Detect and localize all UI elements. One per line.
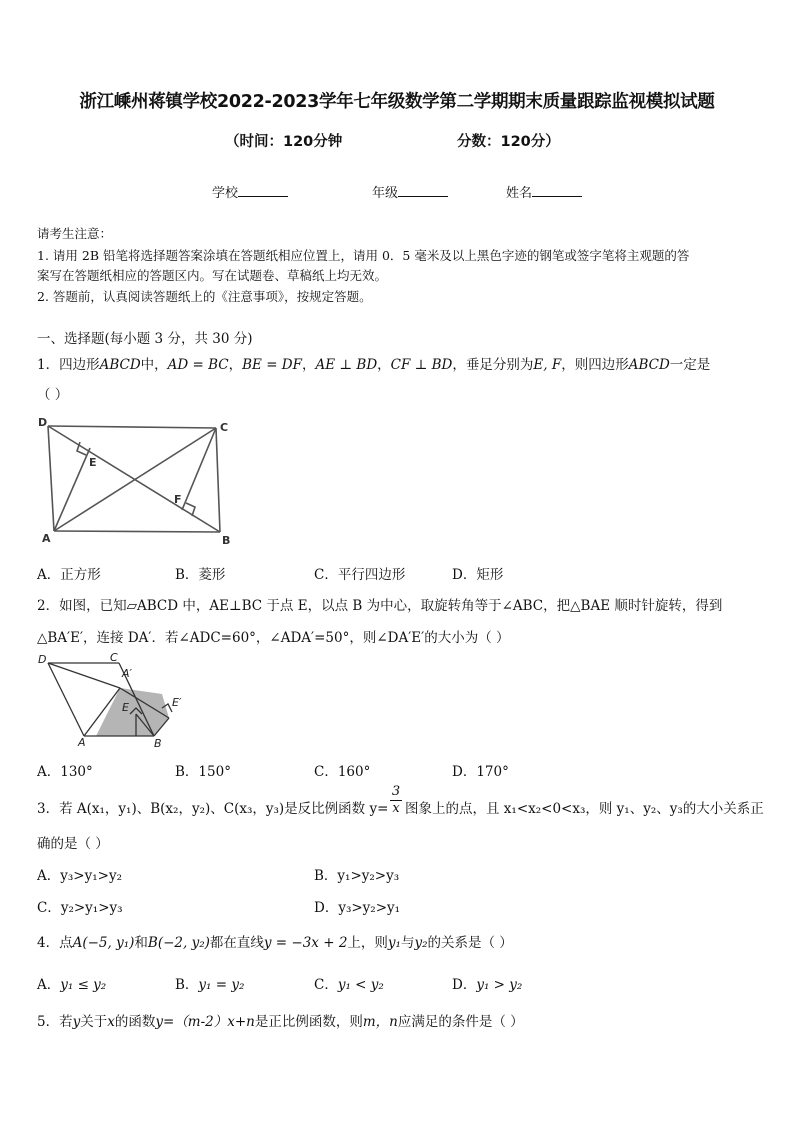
q2-option-a[interactable]: A．130° [37, 764, 93, 780]
q4-option-b[interactable]: B．y₁ = y₂ [175, 977, 245, 993]
q1-label-C: C [220, 421, 229, 434]
q1-figure [34, 414, 238, 550]
q1-option-c[interactable]: C．平行四边形 [314, 567, 406, 583]
q1-option-a[interactable]: A．正方形 [37, 567, 101, 583]
q2-label-E: E [122, 701, 129, 714]
name-label: 姓名 [506, 186, 533, 201]
q3-option-a[interactable]: A．y₃>y₁>y₂ [37, 868, 122, 884]
q3-option-b[interactable]: B．y₁>y₂>y₃ [314, 868, 400, 884]
q2-label-E-prime: E′ [172, 696, 182, 709]
q2-label-B: B [154, 737, 162, 750]
q3-numerator: 3 [391, 784, 401, 799]
q2-label-C: C [110, 651, 118, 664]
q2-label-A-prime: A′ [122, 667, 133, 680]
q3-stem-a: 3．若 A(x₁，y₁)、B(x₂，y₂)、C(x₃，y₃)是反比例函数 y= [37, 801, 389, 817]
q4-option-d[interactable]: D．y₁ > y₂ [452, 977, 523, 993]
q3-denominator: x [390, 800, 402, 816]
section-heading: 一、选择题(每小题 3 分，共 30 分) [37, 331, 253, 347]
q1-option-b[interactable]: B．菱形 [175, 567, 226, 583]
q4-stem: 4．点A(−5, y₁)和B(−2, y₂)都在直线y = −3x + 2上，则y₁与y₂的关系是（ ） [37, 935, 513, 951]
q2-label-D: D [38, 653, 47, 666]
q2-stem-2: △BA′E′，连接 DA′．若∠ADC=60°，∠ADA′=50°，则∠DA′E′的大小为（ ） [37, 630, 510, 646]
q3-fraction [390, 784, 402, 816]
q1-label-E: E [89, 456, 97, 469]
notice-line-1b: 案写在答题纸相应的答题区内。写在试题卷、草稿纸上均无效。 [37, 268, 388, 283]
q2-option-d[interactable]: D．170° [452, 764, 509, 780]
q1-label-A: A [42, 532, 51, 545]
notice-line-2: 2. 答题前，认真阅读答题纸上的《注意事项》，按规定答题。 [37, 289, 372, 304]
school-label: 学校 [212, 186, 239, 201]
exam-time: （时间：120分钟 [225, 134, 343, 150]
grade-blank[interactable] [398, 184, 448, 197]
q5-stem: 5．若y关于x的函数y=（m-2）x+n是正比例函数，则m，n应满足的条件是（ ） [37, 1014, 524, 1030]
q2-figure [34, 648, 194, 752]
name-blank[interactable] [532, 184, 582, 197]
school-field[interactable] [212, 182, 288, 201]
q2-option-c[interactable]: C．160° [314, 764, 371, 780]
q2-label-A: A [78, 736, 86, 749]
q4-option-c[interactable]: C．y₁ < y₂ [314, 977, 384, 993]
grade-label: 年级 [372, 186, 399, 201]
q1-option-d[interactable]: D．矩形 [452, 567, 504, 583]
q1-stem: 1．四边形ABCD中，AD = BC，BE = DF，AE ⊥ BD，CF ⊥ BD，垂足分别为E, F，则四边形ABCD一定是 [37, 357, 711, 373]
school-blank[interactable] [238, 184, 288, 197]
q3-option-c[interactable]: C．y₂>y₁>y₃ [37, 900, 123, 916]
q1-label-B: B [222, 534, 231, 547]
page-title: 浙江嵊州蒋镇学校2022-2023学年七年级数学第二学期期末质量跟踪监视模拟试题 [79, 92, 715, 112]
q3-stem-2: 确的是（ ） [37, 836, 109, 852]
q4-option-a[interactable]: A．y₁ ≤ y₂ [37, 977, 107, 993]
q1-label-F: F [174, 493, 182, 506]
q1-answer-paren: （ ） [37, 387, 69, 403]
q3-stem-b: 图象上的点，且 x₁<x₂<0<x₃，则 y₁、y₂、y₃的大小关系正 [405, 801, 764, 817]
q2-stem-1: 2．如图，已知▱ABCD 中，AE⊥BC 于点 E，以点 B 为中心，取旋转角等于∠ABC，把△BAE 顺时针旋转，得到 [37, 598, 723, 614]
notice-line-1: 1. 请用 2B 铅笔将选择题答案涂填在答题纸相应位置上，请用 0．5 毫米及以上黑色字迹的钢笔或签字笔将主观题的答 [37, 248, 690, 263]
notice-heading: 请考生注意： [37, 226, 113, 241]
q3-option-d[interactable]: D．y₃>y₂>y₁ [314, 900, 401, 916]
name-field[interactable] [506, 182, 582, 201]
q1-label-D: D [38, 416, 48, 429]
q2-option-b[interactable]: B．150° [175, 764, 231, 780]
exam-score: 分数：120分） [457, 134, 560, 150]
grade-field[interactable] [372, 182, 448, 201]
